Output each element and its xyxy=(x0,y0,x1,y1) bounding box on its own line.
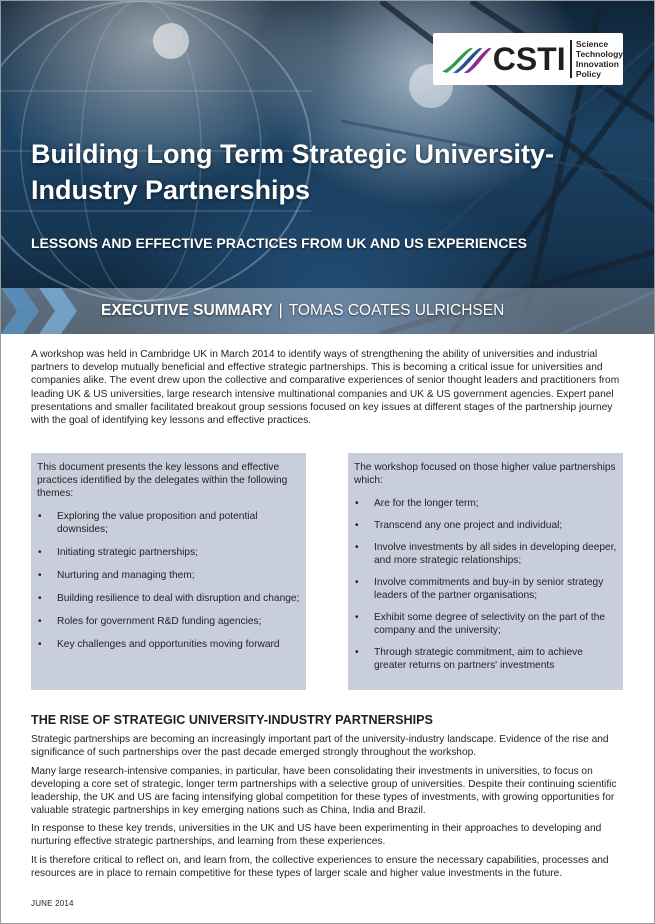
bullet-icon: • xyxy=(355,542,359,553)
bullet-icon: • xyxy=(355,577,359,588)
section-heading: THE RISE OF STRATEGIC UNIVERSITY-INDUSTRY PARTNERSHIPS xyxy=(31,713,433,727)
title-line-2: Industry Partnerships xyxy=(31,175,311,205)
bullet-icon: • xyxy=(355,498,359,509)
bullet-icon: • xyxy=(355,612,359,623)
title-line-1: Building Long Term Strategic University- xyxy=(31,139,555,169)
section-paragraph-3: In response to these key trends, universities in the UK and US have been experimenting in their approaches to developing and nurturing effective strategic partnerships, and learning from these experiences. xyxy=(31,823,602,848)
intro-paragraph: A workshop was held in Cambridge UK in March 2014 to identify ways of strengthening the ability of universities and industrial partners to develop mutually beneficial and effective strategic partnerships. This is becoming a critical issue for universities and companies alike. The event drew upon the collective and comparative experiences of senior thought leaders and practitioners from leading UK & US universities, large research intensive multinational companies and UK & US government agencies. Expert panel presentations and smaller facilitated breakout group sessions focused on key issues at different stages of the partnership journey with the goal of identifying key lessons and effective practices. xyxy=(31,349,620,427)
bullet-icon: • xyxy=(355,520,359,531)
csti-wordmark: CSTI xyxy=(492,41,566,77)
list-item: • Building resilience to deal with disruption and change; xyxy=(38,593,300,604)
heading-separator: | xyxy=(278,302,283,319)
themes-list xyxy=(37,510,300,651)
themes-box-intro: This document presents the key lessons and effective practices identified by the delegates within the following themes: xyxy=(37,462,288,499)
bullet-icon: • xyxy=(38,511,42,522)
csti-logo xyxy=(433,33,623,85)
bullet-icon: • xyxy=(355,647,359,658)
hero-banner xyxy=(1,1,655,334)
bullet-icon: • xyxy=(38,547,42,558)
logo-line-innovation: Innovation xyxy=(575,59,619,69)
csti-swoosh-icon xyxy=(439,39,495,79)
logo-divider xyxy=(570,40,572,78)
section-paragraph-2: Many large research-intensive companies, in particular, have been consolidating their investments in universities, to focus on developing a core set of strategic, longer term partnerships with a selective group of universities. Despite their continuing scientific leadership, the UK and US are facing intensifying global competition for these types of investments, with growing opportunities for valuable strategic partnerships in key emerging nations such as China, India and Brazil. xyxy=(31,765,617,816)
logo-tagline xyxy=(576,39,623,79)
list-item: • Involve commitments and buy-in by senior strategy leaders of the partner organisations; xyxy=(355,577,604,601)
list-item: • Involve investments by all sides in developing deeper, and more strategic relationships; xyxy=(355,542,617,566)
bullet-icon: • xyxy=(38,639,42,650)
logo-line-policy: Policy xyxy=(575,69,601,79)
partnerships-box-intro: The workshop focused on those higher value partnerships which: xyxy=(354,462,616,486)
section-paragraph-1: Strategic partnerships are becoming an increasingly important part of the university-industry landscape. Evidence of the rise and significance of such partnerships over the past decade emerged strongly throughout the workshop. xyxy=(31,734,609,758)
list-item: • Roles for government R&D funding agencies; xyxy=(38,616,262,627)
logo-line-science: Science xyxy=(575,39,609,49)
list-item: • Key challenges and opportunities moving forward xyxy=(38,639,280,650)
partnerships-list xyxy=(354,497,617,672)
list-item: • Exhibit some degree of selectivity on the part of the company and the university; xyxy=(355,612,606,636)
document-subtitle: LESSONS AND EFFECTIVE PRACTICES FROM UK AND US EXPERIENCES xyxy=(31,235,528,251)
list-item: • Transcend any one project and individual; xyxy=(355,520,563,531)
executive-summary-heading: EXECUTIVE SUMMARY xyxy=(101,302,273,319)
bullet-icon: • xyxy=(38,616,42,627)
chevron-arrows-icon xyxy=(1,288,91,334)
themes-box xyxy=(31,453,306,690)
list-item: • Exploring the value proposition and potential downsides; xyxy=(38,511,258,535)
document-title xyxy=(31,136,631,208)
bullet-icon: • xyxy=(38,570,42,581)
list-item: • Through strategic commitment, aim to achieve greater returns on partners' investments xyxy=(355,647,583,671)
author-name: TOMAS COATES ULRICHSEN xyxy=(288,302,505,319)
section-body xyxy=(31,734,627,887)
bullet-icon: • xyxy=(38,593,42,604)
list-item: • Nurturing and managing them; xyxy=(38,570,195,581)
list-item: • Initiating strategic partnerships; xyxy=(38,547,198,558)
logo-line-technology: Technology xyxy=(575,49,623,59)
executive-summary-label xyxy=(101,301,504,321)
section-paragraph-4: It is therefore critical to reflect on, and learn from, the collective experiences to ensure the necessary capabilities, processes and resources are in place to remain competitive for these types of larger scale and higher value investments in the future. xyxy=(31,855,609,880)
partnerships-box xyxy=(348,453,623,690)
publication-date: JUNE 2014 xyxy=(31,899,74,908)
list-item: • Are for the longer term; xyxy=(355,498,479,509)
